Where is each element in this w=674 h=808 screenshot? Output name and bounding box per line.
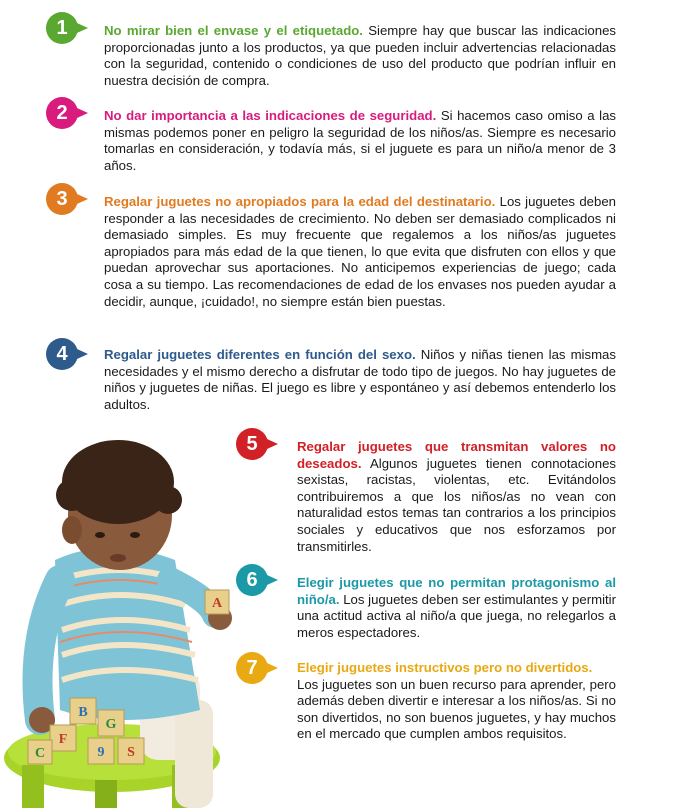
tip-heading-2: No dar importancia a las indicaciones de seguridad. (104, 108, 437, 123)
tip-text-4 (104, 347, 616, 413)
tip-body-2: Si hacemos caso omiso a las mismas podemos poner en peligro la seguridad de los niños/as. Siempre es necesario tomarlas en consideración, y todavía más, si el juguete es para un niño/a menor de 3 años. (104, 108, 617, 173)
toddler-photo (0, 420, 250, 808)
block-letter: C (34, 746, 46, 761)
number-badge-7: 7 (236, 652, 268, 684)
block-letter: 9 (97, 745, 105, 760)
tip-heading-1: No mirar bien el envase y el etiquetado. (104, 23, 363, 38)
tip-text-5 (297, 439, 616, 555)
tip-text-1 (104, 23, 616, 89)
number-badge-2: 2 (46, 97, 78, 129)
tip-text-6 (297, 575, 616, 641)
tip-text-3 (104, 194, 616, 310)
tip-body-7: Los juguetes son un buen recurso para aprender, pero además deben divertir e interesar a los niños/as. Si no son divertidos, no son buenos juguetes, y hay muchos en el mercado que cumplen ambos requisitos. (297, 676, 616, 742)
block-letter: S (127, 745, 135, 760)
tip-body-1: Siempre hay que buscar las indicaciones proporcionadas junto a los productos, ya que pueden incluir advertencias relacionadas con la seguridad, contenido o condiciones de uso del producto que podrían influir en nuestra decisión de compra. (104, 23, 616, 88)
block-letter: A (211, 596, 223, 611)
tip-body-5: Algunos juguetes tienen connotaciones sexistas, racistas, violentas, etc. Evitándolos contribuiremos a que los niños/as no vean con naturalidad estos temas tan contrarios a los principios sociales y educativos que nos esforzamos por transmitirles. (297, 455, 616, 554)
number-badge-5: 5 (236, 428, 268, 460)
block-letter: B (78, 705, 88, 720)
tip-text-7 (297, 660, 616, 743)
number-badge-4: 4 (46, 338, 78, 370)
tip-heading-5: Regalar juguetes que transmitan valores no deseados. (297, 439, 616, 471)
number-badge-3: 3 (46, 183, 78, 215)
tip-heading-6: Elegir juguetes que no permitan protagonismo al niño/a. (297, 575, 616, 607)
tip-heading-3: Regalar juguetes no apropiados para la edad del destinatario. (104, 194, 496, 209)
tip-body-4: Niños y niñas tienen las mismas necesidades y el mismo derecho a disfrutar de todo tipo de juegos. No hay juguetes de niños y juguetes de niñas. El juego es libre y espontáneo y así debemos entenderlo los adultos. (104, 347, 616, 412)
tip-body-6: Los juguetes deben ser estimulantes y permitir una actitud activa al niño/a que juega, no relegarlos a meros espectadores. (297, 591, 616, 640)
tip-heading-4: Regalar juguetes diferentes en función del sexo. (104, 347, 416, 362)
number-badge-1: 1 (46, 12, 78, 44)
block-letter: G (105, 717, 117, 732)
tip-text-2 (104, 108, 616, 174)
tip-heading-7: Elegir juguetes instructivos pero no divertidos. (297, 660, 593, 675)
number-badge-6: 6 (236, 564, 268, 596)
tip-body-3: Los juguetes deben responder a las necesidades de crecimiento. No deben ser demasiado complicados ni demasiado simples. Es muy frecuente que regalemos a los niños/as juguetes apropiados para más edad de la que tienen, lo que evita que disfruten con ellos y que puedan aprovechar sus aportaciones. No anticipemos experiencias de juego; cada cosa a su tiempo. Las recomendaciones de edad de los envases nos pueden ayudar a decidir, aunque, ¡cuidado!, no siempre están bien puestas. (104, 194, 617, 309)
block-letter: F (58, 732, 68, 747)
